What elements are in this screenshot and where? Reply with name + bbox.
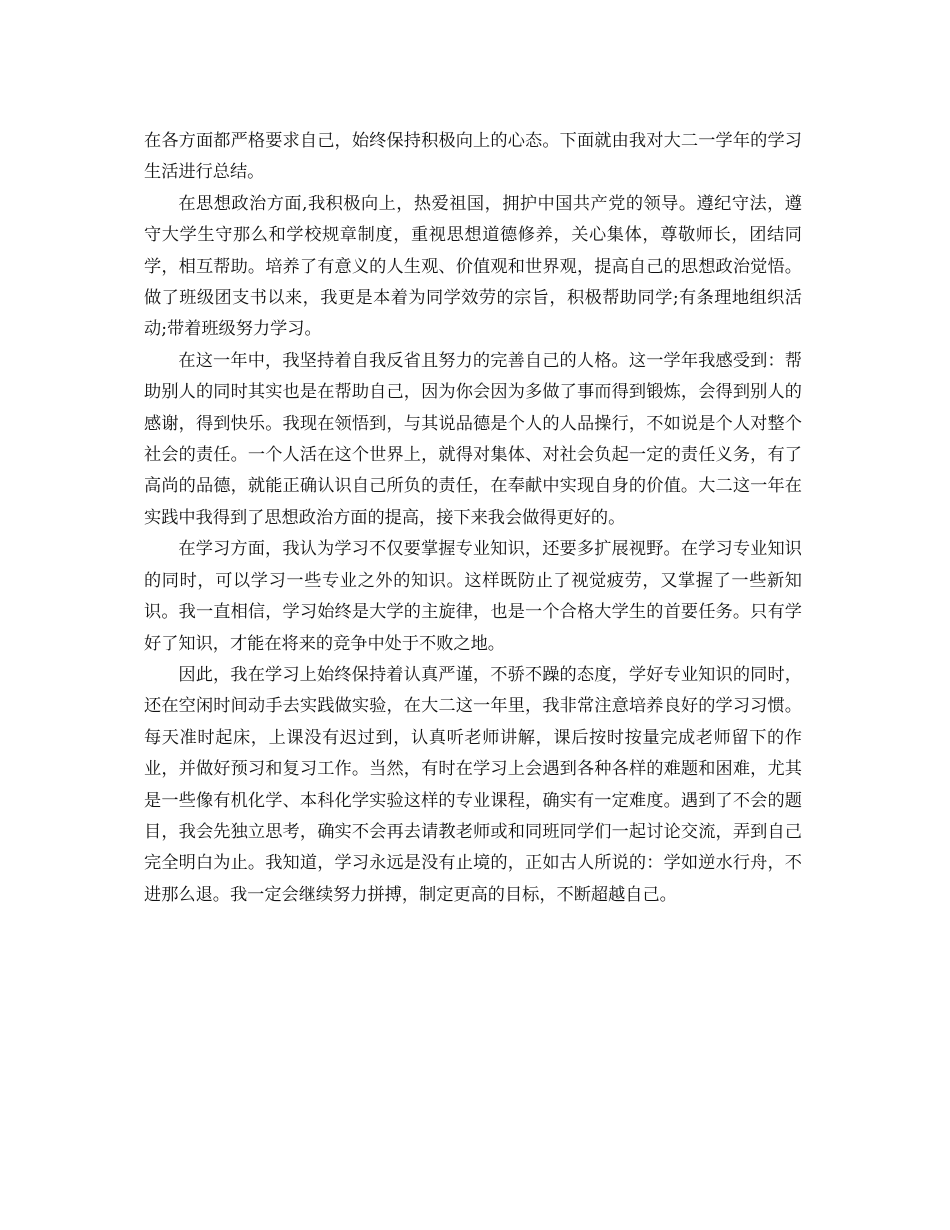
paragraph-1: 在各方面都严格要求自己，始终保持积极向上的心态。下面就由我对大二一学年的学习生活进行总结。: [144, 131, 802, 183]
paragraph-3: 在这一年中，我坚持着自我反省且努力的完善自己的人格。这一学年我感受到：帮助别人的同时其实也是在帮助自己，因为你会因为多做了事而得到锻炼，会得到别人的感谢，得到快乐。我现在领悟到，与其说品德是个人的人品操行，不如说是个人对整个社会的责任。一个人活在这个世界上，就得对集体、对社会负起一定的责任义务，有了高尚的品德，就能正确认识自己所负的责任，在奉献中实现自身的价值。大二这一年在实践中我得到了思想政治方面的提高，接下来我会做得更好的。: [144, 350, 802, 528]
paragraph-2: 在思想政治方面,我积极向上，热爱祖国，拥护中国共产党的领导。遵纪守法，遵守大学生守那么和学校规章制度，重视思想道德修养，关心集体，尊敬师长，团结同学，相互帮助。培养了有意义的人生观、价值观和世界观，提高自己的思想政治觉悟。做了班级团支书以来，我更是本着为同学效劳的宗旨，积极帮助同学;有条理地组织活动;带着班级努力学习。: [144, 193, 802, 340]
document-body: [144, 126, 802, 911]
paragraph-4: 在学习方面，我认为学习不仅要掌握专业知识，还要多扩展视野。在学习专业知识的同时，可以学习一些专业之外的知识。这样既防止了视觉疲劳，又掌握了一些新知识。我一直相信，学习始终是大学的主旋律，也是一个合格大学生的首要任务。只有学好了知识，才能在将来的竞争中处于不败之地。: [144, 539, 802, 654]
paragraph-5: 因此，我在学习上始终保持着认真严谨，不骄不躁的态度，学好专业知识的同时，还在空闲时间动手去实践做实验，在大二这一年里，我非常注意培养良好的学习习惯。每天准时起床，上课没有迟过到，认真听老师讲解，课后按时按量完成老师留下的作业，并做好预习和复习工作。当然，有时在学习上会遇到各种各样的难题和困难，尤其是一些像有机化学、本科化学实验这样的专业课程，确实有一定难度。遇到了不会的题目，我会先独立思考，确实不会再去请教老师或和同班同学们一起讨论交流，弄到自己完全明白为止。我知道，学习永远是没有止境的，正如古人所说的：学如逆水行舟，不进那么退。我一定会继续努力拼搏，制定更高的目标，不断超越自己。: [144, 664, 802, 905]
